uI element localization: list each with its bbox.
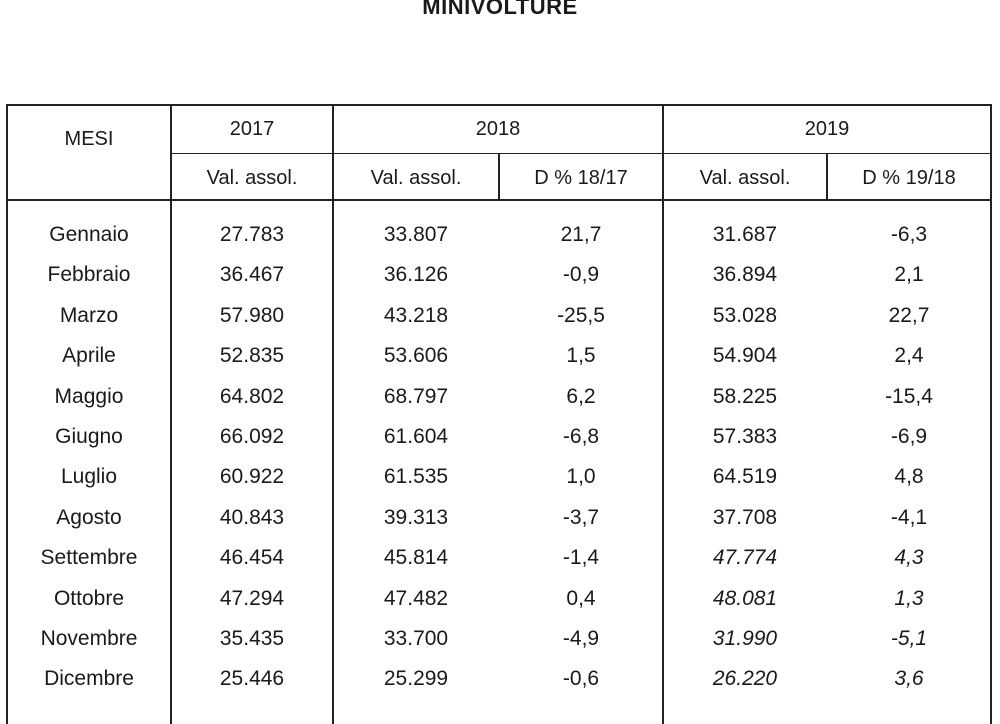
table-top-border [6, 104, 992, 106]
cell-val-2018: 36.126 [383, 263, 449, 286]
cell-val-2019: 48.081 [712, 587, 778, 610]
cell-delta-2018: -6,8 [562, 425, 600, 448]
cell-mese: Aprile [62, 344, 116, 367]
cell-val-2017: 25.446 [219, 667, 285, 690]
cell-val-2019: 53.028 [712, 304, 778, 327]
cell-mese: Luglio [60, 465, 118, 488]
cell-delta-2018: -4,9 [562, 627, 600, 650]
header-subrule [170, 153, 992, 154]
header-year-2017: 2017 [229, 118, 275, 140]
header-bottom-rule [6, 199, 992, 201]
cell-val-2017: 47.294 [219, 587, 285, 610]
cell-delta-2018: 1,5 [566, 344, 596, 367]
table-right-border [990, 104, 992, 724]
cell-delta-2019: 22,7 [888, 304, 930, 327]
cell-val-2017: 27.783 [219, 223, 285, 246]
cell-delta-2019: -4,1 [890, 506, 928, 529]
cell-val-2018: 53.606 [383, 344, 449, 367]
cell-val-2019: 47.774 [712, 546, 778, 569]
cell-val-2019: 36.894 [712, 263, 778, 286]
cell-delta-2019: 1,3 [894, 587, 924, 610]
header-year-2019: 2019 [804, 118, 850, 140]
cell-delta-2018: 0,4 [566, 587, 596, 610]
header-delta-2018: D % 18/17 [534, 167, 628, 189]
cell-delta-2018: 1,0 [566, 465, 596, 488]
cell-delta-2019: -5,1 [890, 627, 928, 650]
cell-val-2017: 36.467 [219, 263, 285, 286]
cell-val-2017: 66.092 [219, 425, 285, 448]
cell-val-2018: 61.535 [383, 465, 449, 488]
header-year-2018: 2018 [475, 118, 521, 140]
cell-val-2018: 25.299 [383, 667, 449, 690]
cell-val-2018: 39.313 [383, 506, 449, 529]
cell-delta-2019: 3,6 [894, 667, 924, 690]
cell-mese: Maggio [54, 385, 124, 408]
cell-delta-2019: -6,3 [890, 223, 928, 246]
cell-mese: Febbraio [47, 263, 131, 286]
cell-val-2017: 64.802 [219, 385, 285, 408]
header-delta-2019: D % 19/18 [862, 167, 956, 189]
cell-val-2017: 52.835 [219, 344, 285, 367]
cell-val-2019: 54.904 [712, 344, 778, 367]
cell-val-2017: 46.454 [219, 546, 285, 569]
cell-mese: Dicembre [44, 667, 134, 690]
cell-val-2018: 45.814 [383, 546, 449, 569]
cell-delta-2018: -1,4 [562, 546, 600, 569]
cell-val-2017: 40.843 [219, 506, 285, 529]
cell-delta-2018: 6,2 [566, 385, 596, 408]
cell-mese: Giugno [55, 425, 123, 448]
cell-delta-2018: -0,9 [562, 263, 600, 286]
cell-val-2019: 26.220 [712, 667, 778, 690]
cell-delta-2019: 2,1 [894, 263, 924, 286]
cell-delta-2019: -15,4 [885, 385, 933, 408]
cell-val-2018: 33.807 [383, 223, 449, 246]
header-val-2019: Val. assol. [699, 167, 791, 189]
cell-mese: Novembre [40, 627, 138, 650]
cell-delta-2018: -25,5 [557, 304, 605, 327]
cell-delta-2019: -6,9 [890, 425, 928, 448]
cell-val-2019: 57.383 [712, 425, 778, 448]
cell-mese: Agosto [56, 506, 122, 529]
header-val-2018: Val. assol. [370, 167, 462, 189]
cell-val-2018: 43.218 [383, 304, 449, 327]
cell-mese: Gennaio [49, 223, 129, 246]
cell-val-2017: 60.922 [219, 465, 285, 488]
cell-val-2018: 47.482 [383, 587, 449, 610]
cell-val-2019: 37.708 [712, 506, 778, 529]
cell-val-2019: 31.687 [712, 223, 778, 246]
cell-val-2019: 64.519 [712, 465, 778, 488]
page-title: MINIVOLTURE [422, 0, 578, 19]
cell-delta-2019: 4,3 [894, 546, 924, 569]
cell-delta-2019: 4,8 [894, 465, 924, 488]
cell-val-2019: 58.225 [712, 385, 778, 408]
cell-mese: Marzo [59, 304, 119, 327]
minivolture-table [6, 104, 992, 724]
cell-mese: Ottobre [53, 587, 125, 610]
cell-delta-2018: -3,7 [562, 506, 600, 529]
cell-delta-2019: 2,4 [894, 344, 924, 367]
cell-val-2018: 68.797 [383, 385, 449, 408]
cell-mese: Settembre [40, 546, 138, 569]
cell-delta-2018: 21,7 [560, 223, 602, 246]
header-mesi: MESI [64, 128, 114, 150]
cell-val-2018: 61.604 [383, 425, 449, 448]
cell-val-2019: 31.990 [712, 627, 778, 650]
header-val-2017: Val. assol. [206, 167, 298, 189]
cell-delta-2018: -0,6 [562, 667, 600, 690]
cell-val-2017: 35.435 [219, 627, 285, 650]
cell-val-2018: 33.700 [383, 627, 449, 650]
cell-val-2017: 57.980 [219, 304, 285, 327]
